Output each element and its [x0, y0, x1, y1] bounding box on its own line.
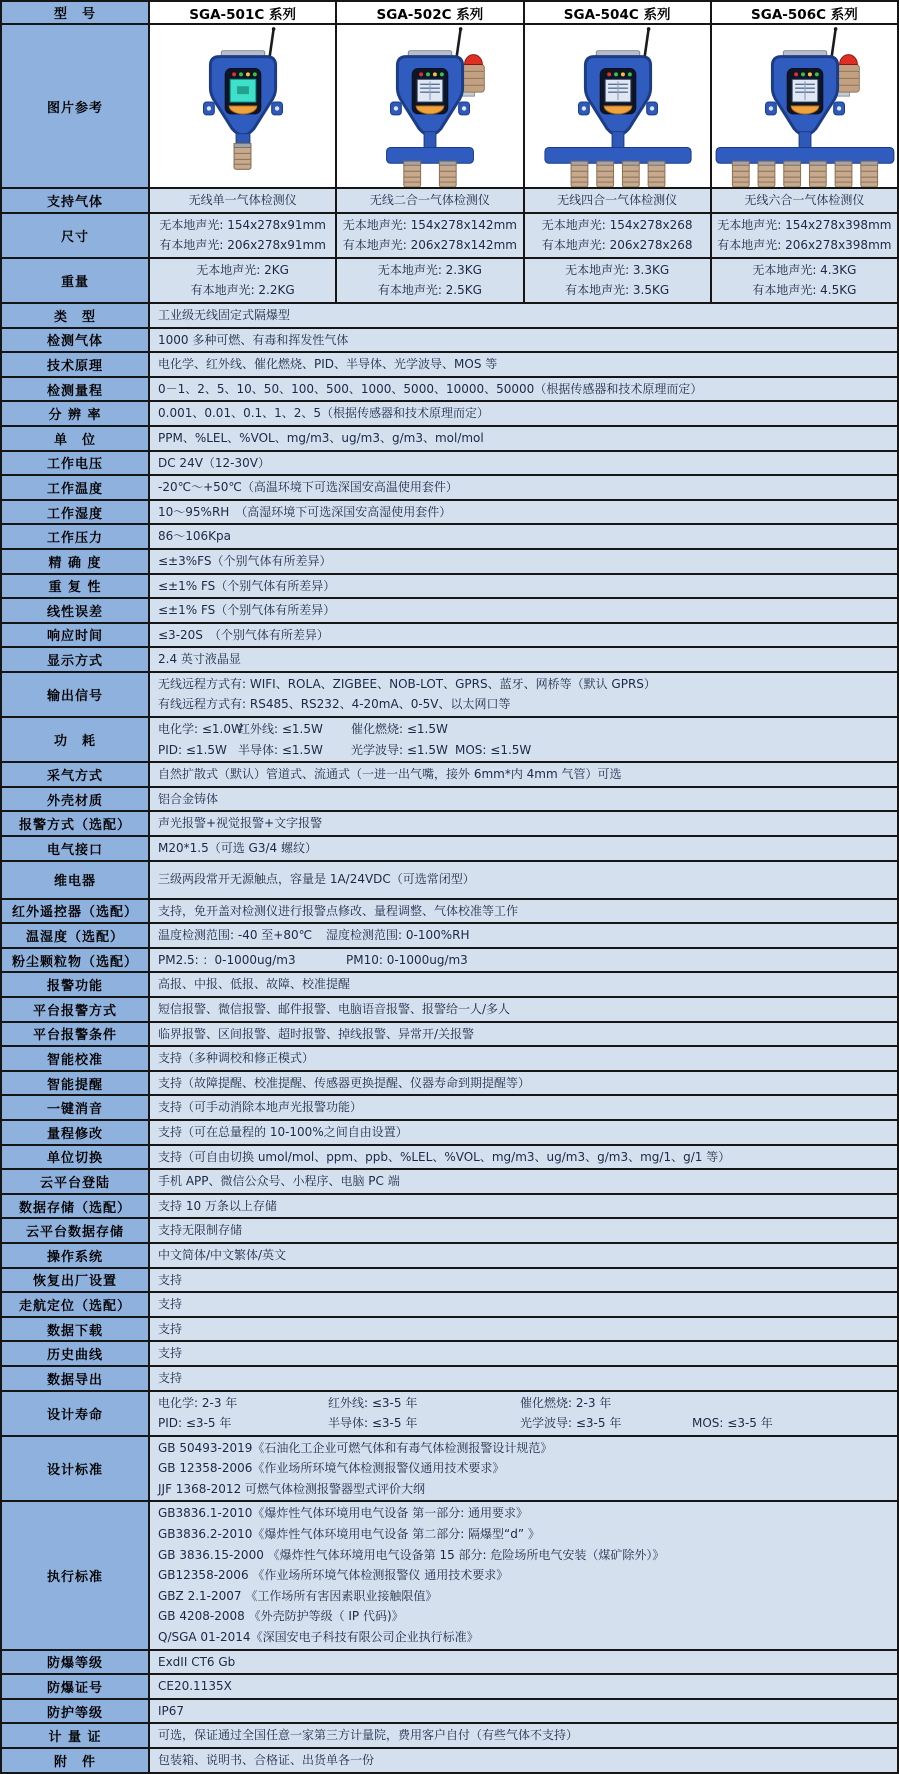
row-label: 维电器 [1, 861, 149, 899]
spec-cell [149, 1095, 898, 1120]
row-label: 数据导出 [1, 1366, 149, 1391]
spec-text-line: M20*1.5（可选 G3/4 螺纹） [158, 841, 317, 856]
spec-cell [336, 188, 523, 213]
spec-cell [149, 1341, 898, 1366]
spec-row [1, 1650, 898, 1675]
spec-text-line: CE20.1135X [158, 1679, 232, 1694]
spec-text-line: 支持（故障提醒、校准提醒、传感器更换提醒、仪器寿命到期提醒等） [158, 1075, 531, 1090]
spec-segment: 半导体: ≤3-5 年 [328, 1416, 418, 1431]
spec-cell [336, 213, 523, 258]
spec-segment: 红外线: ≤1.5W [238, 722, 323, 737]
spec-text-line: 包装箱、说明书、合格证、出货单各一份 [158, 1753, 375, 1767]
spec-cell [149, 1748, 898, 1773]
spec-cell [149, 475, 898, 500]
row-label: 工作电压 [1, 451, 149, 476]
spec-text-line: 无本地声光: 154x278x268 [541, 217, 693, 232]
spec-text-line: -20℃～+50℃（高温环境下可选深国安高温使用套件） [158, 480, 458, 495]
spec-text-line: 自然扩散式（默认）管道式、流通式（一进一出气嘴，接外 6mm*内 4mm 气管）可选 [158, 767, 622, 782]
spec-cell [149, 948, 898, 973]
spec-text-line: 三级两段常开无源触点，容量是 1A/24VDC（可选常闭型） [158, 872, 475, 887]
spec-text-line: 有本地声光: 2.5KG [377, 283, 482, 298]
spec-segment: MOS: ≤3-5 年 [692, 1416, 773, 1431]
spec-text-line: 支持（可在总量程的 10-100%之间自由设置） [158, 1124, 408, 1139]
spec-cell [149, 328, 898, 353]
spec-cell [149, 1169, 898, 1194]
spec-cell [149, 1317, 898, 1342]
spec-segment: MOS: ≤1.5W [455, 742, 532, 757]
model-header-row [1, 1, 898, 24]
spec-cell [524, 188, 711, 213]
spec-row [1, 623, 898, 648]
spec-text-line: 有本地声光: 206x278x91mm [159, 238, 326, 253]
spec-text-line: 无线单一气体检测仪 [188, 193, 297, 207]
spec-cell [149, 426, 898, 451]
spec-row [1, 861, 898, 899]
spec-row [1, 762, 898, 787]
spec-row [1, 1243, 898, 1268]
spec-row [1, 1218, 898, 1243]
spec-row [1, 787, 898, 812]
spec-segment: 温度检测范围: -40 至+80℃ [158, 928, 313, 943]
spec-row [1, 997, 898, 1022]
row-label: 重 复 性 [1, 574, 149, 599]
spec-text-line: 2.4 英寸液晶显 [158, 652, 241, 667]
spec-text-line: 0－1、2、5、10、50、100、500、1000、5000、10000、50000（根据传感器和技术原理而定） [158, 381, 703, 396]
spec-row [1, 1145, 898, 1170]
spec-segment: 光学波导: ≤3-5 年 [520, 1416, 622, 1431]
spec-text-line: 有线远程方式有: RS485、RS232、4-20mA、0-5V、以太网口等 [158, 697, 511, 712]
spec-text-line: 铝合金铸体 [158, 791, 219, 806]
spec-cell [149, 1022, 898, 1047]
spec-text-line: 手机 APP、微信公众号、小程序、电脑 PC 端 [158, 1174, 400, 1189]
spec-row [1, 1501, 898, 1649]
spec-text-line: GB 12358-2006《作业场所环境气体检测报警仪通用技术要求》 [158, 1461, 505, 1476]
spec-row [1, 1022, 898, 1047]
spec-text-line: 无本地声光: 4.3KG [752, 262, 857, 277]
row-label: 智能提醒 [1, 1071, 149, 1096]
spec-row [1, 1071, 898, 1096]
row-label: 历史曲线 [1, 1341, 149, 1366]
spec-row [1, 401, 898, 426]
product-image-cell [711, 24, 898, 188]
spec-text-line: GB 50493-2019《石油化工企业可燃气体和有毒气体检测报警设计规范》 [158, 1440, 553, 1455]
spec-text-line: 有本地声光: 3.5KG [565, 283, 670, 298]
spec-cell [149, 647, 898, 672]
spec-cell [149, 899, 898, 924]
row-label: 一键消音 [1, 1095, 149, 1120]
spec-text-line: 有本地声光: 2.2KG [190, 283, 295, 298]
spec-text-line: JJF 1368-2012 可燃气体检测报警器型式评价大纲 [158, 1481, 426, 1496]
row-label: 类 型 [1, 303, 149, 328]
row-label: 响应时间 [1, 623, 149, 648]
spec-text-line [158, 740, 893, 761]
spec-row [1, 213, 898, 258]
spec-row [1, 451, 898, 476]
product-image-1 [150, 25, 335, 187]
spec-cell [711, 188, 898, 213]
row-label: 平台报警方式 [1, 997, 149, 1022]
spec-cell [149, 303, 898, 328]
spec-text-line: ≤±1% FS（个别气体有所差异） [158, 578, 336, 593]
row-label: 设计标准 [1, 1436, 149, 1502]
spec-text-line [158, 719, 893, 740]
spec-text-line: 支持 [158, 1370, 183, 1385]
spec-segment: 电化学: 2-3 年 [158, 1395, 238, 1410]
spec-text-line: 无线二合一气体检测仪 [369, 193, 490, 207]
spec-cell [149, 258, 336, 303]
spec-cell [149, 997, 898, 1022]
row-label: 单位切换 [1, 1145, 149, 1170]
spec-cell [149, 762, 898, 787]
spec-text-line: 支持 [158, 1321, 183, 1336]
spec-segment: PID: ≤3-5 年 [158, 1416, 232, 1431]
spec-cell [149, 598, 898, 623]
product-image-cell [524, 24, 711, 188]
row-label: 粉尘颗粒物（选配） [1, 948, 149, 973]
spec-row [1, 1046, 898, 1071]
row-label-model: 型 号 [1, 1, 149, 24]
row-label: 尺寸 [1, 213, 149, 258]
spec-row [1, 1748, 898, 1773]
spec-segment: 催化燃烧: ≤1.5W [351, 722, 448, 737]
spec-cell [149, 923, 898, 948]
spec-cell [149, 1194, 898, 1219]
spec-row [1, 524, 898, 549]
row-label: 操作系统 [1, 1243, 149, 1268]
spec-row [1, 1194, 898, 1219]
spec-row [1, 188, 898, 213]
spec-text-line: 支持（可手动消除本地声光报警功能） [158, 1100, 363, 1115]
model-header-cell: SGA-504C 系列 [524, 1, 711, 24]
spec-row [1, 426, 898, 451]
row-label: 报警方式（选配） [1, 811, 149, 836]
row-label: 外壳材质 [1, 787, 149, 812]
spec-text-line: 支持 10 万条以上存储 [158, 1198, 277, 1213]
spec-row [1, 672, 898, 717]
spec-cell [149, 1046, 898, 1071]
spec-cell [149, 1218, 898, 1243]
spec-text-line: 无本地声光: 154x278x398mm [717, 217, 892, 232]
spec-cell [711, 258, 898, 303]
row-label: 报警功能 [1, 972, 149, 997]
spec-text-line: 有本地声光: 206x278x398mm [717, 238, 892, 253]
spec-cell [711, 213, 898, 258]
row-label: 防爆等级 [1, 1650, 149, 1675]
spec-cell [149, 861, 898, 899]
product-image-row [1, 24, 898, 188]
spec-text-line: 声光报警+视觉报警+文字报警 [158, 816, 323, 831]
spec-text-line: GB3836.2-2010《爆炸性气体环境用电气设备 第二部分: 隔爆型“d” 》 [158, 1527, 540, 1542]
spec-text-line [158, 925, 893, 946]
row-label: 红外遥控器（选配） [1, 899, 149, 924]
spec-row [1, 1268, 898, 1293]
spec-text-line: GB 3836.15-2000 《爆炸性气体环境用电气设备第 15 部分: 危险场所电气安装（煤矿除外）》 [158, 1547, 665, 1562]
spec-cell [524, 258, 711, 303]
spec-row [1, 899, 898, 924]
spec-cell [149, 1391, 898, 1436]
product-image-4 [712, 25, 897, 187]
spec-row [1, 717, 898, 762]
row-label: 线性误差 [1, 598, 149, 623]
spec-text-line: 有本地声光: 4.5KG [752, 283, 857, 298]
row-label: 量程修改 [1, 1120, 149, 1145]
spec-text-line: 短信报警、微信报警、邮件报警、电脑语音报警、报警给一人/多人 [158, 1002, 511, 1016]
row-label: 分 辨 率 [1, 401, 149, 426]
spec-row [1, 811, 898, 836]
spec-text-line: 无线四合一气体检测仪 [557, 193, 678, 207]
spec-segment: 半导体: ≤1.5W [238, 742, 323, 757]
spec-cell [149, 574, 898, 599]
spec-segment: 催化燃烧: 2-3 年 [520, 1395, 612, 1410]
spec-text-line: GB 4208-2008 《外壳防护等级（ IP 代码)》 [158, 1609, 404, 1624]
spec-cell [149, 672, 898, 717]
row-label: 工作湿度 [1, 500, 149, 525]
spec-row [1, 352, 898, 377]
spec-text-line: 0.001、0.01、0.1、1、2、5（根据传感器和技术原理而定） [158, 406, 490, 421]
spec-segment: PM10: 0-1000ug/m3 [346, 952, 468, 967]
spec-text-line: 高报、中报、低报、故障、校准提醒 [158, 977, 351, 992]
spec-cell [149, 1436, 898, 1502]
spec-text-line: IP67 [158, 1703, 185, 1718]
spec-text-line: DC 24V（12-30V） [158, 455, 270, 470]
row-label-images: 图片参考 [1, 24, 149, 188]
spec-row [1, 1341, 898, 1366]
model-header-cell: SGA-502C 系列 [336, 1, 523, 24]
spec-cell [149, 1268, 898, 1293]
spec-cell [149, 1366, 898, 1391]
spec-segment: 光学波导: ≤1.5W [351, 742, 448, 757]
spec-text-line [158, 950, 893, 971]
spec-cell [149, 1699, 898, 1724]
spec-cell [149, 623, 898, 648]
spec-cell [149, 524, 898, 549]
spec-text-line: 支持，免开盖对检测仪进行报警点修改、量程调整、气体校准等工作 [158, 903, 519, 918]
spec-text-line: 86～106Kpa [158, 529, 232, 544]
spec-row [1, 948, 898, 973]
spec-row [1, 1169, 898, 1194]
spec-row [1, 574, 898, 599]
row-label: 计 量 证 [1, 1723, 149, 1748]
spec-row [1, 303, 898, 328]
spec-text-line: 有本地声光: 206x278x142mm [342, 238, 517, 253]
row-label: 精 确 度 [1, 549, 149, 574]
spec-row [1, 258, 898, 303]
spec-row [1, 1699, 898, 1724]
spec-cell [149, 1292, 898, 1317]
row-label: 功 耗 [1, 717, 149, 762]
spec-text-line: ExdII CT6 Gb [158, 1654, 236, 1669]
product-image-2 [337, 25, 522, 187]
row-label: 技术原理 [1, 352, 149, 377]
spec-cell [149, 500, 898, 525]
spec-row [1, 972, 898, 997]
spec-text-line: 电化学、红外线、催化燃烧、PID、半导体、光学波导、MOS 等 [158, 357, 498, 372]
row-label: 智能校准 [1, 1046, 149, 1071]
spec-text-line: GB12358-2006 《作业场所环境气体检测报警仪 通用技术要求》 [158, 1568, 509, 1583]
spec-row [1, 836, 898, 861]
row-label: 温湿度（选配） [1, 923, 149, 948]
row-label: 恢复出厂设置 [1, 1268, 149, 1293]
spec-cell [149, 1650, 898, 1675]
row-label: 工作压力 [1, 524, 149, 549]
spec-text-line: 可选，保证通过全国任意一家第三方计量院，费用客户自付（有些气体不支持） [158, 1728, 579, 1743]
row-label: 数据下载 [1, 1317, 149, 1342]
spec-text-line: ≤3-20S （个别气体有所差异） [158, 627, 329, 642]
spec-text-line: 无线六合一气体检测仪 [744, 193, 865, 207]
row-label: 检测量程 [1, 377, 149, 402]
spec-text-line: 支持（多种调校和修正模式） [158, 1051, 315, 1066]
spec-text-line: 无本地声光: 2.3KG [377, 262, 482, 277]
spec-row [1, 1436, 898, 1502]
spec-text-line: 无本地声光: 154x278x91mm [159, 217, 326, 232]
row-label: 输出信号 [1, 672, 149, 717]
spec-text-line [158, 1393, 893, 1414]
spec-row [1, 1095, 898, 1120]
spec-text-line: Q/SGA 01-2014《深国安电子科技有限公司企业执行标准》 [158, 1630, 479, 1645]
row-label: 走航定位（选配） [1, 1292, 149, 1317]
spec-cell [149, 549, 898, 574]
row-label: 支持气体 [1, 188, 149, 213]
spec-cell [149, 1145, 898, 1170]
spec-text-line: 有本地声光: 206x278x268 [541, 238, 693, 253]
spec-segment: PID: ≤1.5W [158, 742, 227, 757]
spec-row [1, 1366, 898, 1391]
spec-row [1, 598, 898, 623]
row-label: 检测气体 [1, 328, 149, 353]
spec-text-line: 无本地声光: 3.3KG [565, 262, 670, 277]
spec-row [1, 1317, 898, 1342]
spec-cell [149, 401, 898, 426]
spec-row [1, 328, 898, 353]
row-label: 防爆证号 [1, 1674, 149, 1699]
spec-text-line: ≤±1% FS（个别气体有所差异） [158, 603, 336, 618]
spec-cell [149, 836, 898, 861]
spec-cell [149, 1071, 898, 1096]
spec-segment: PM2.5: ：0-1000ug/m3 [158, 952, 296, 967]
spec-row [1, 923, 898, 948]
spec-text-line: 无本地声光: 2KG [196, 262, 289, 277]
spec-text-line: PPM、%LEL、%VOL、mg/m3、ug/m3、g/m3、mol/mol [158, 430, 484, 445]
row-label: 云平台登陆 [1, 1169, 149, 1194]
spec-row [1, 1120, 898, 1145]
row-label: 执行标准 [1, 1501, 149, 1649]
spec-segment: 电化学: ≤1.0W [158, 722, 243, 737]
spec-cell [336, 258, 523, 303]
row-label: 显示方式 [1, 647, 149, 672]
spec-cell [149, 1674, 898, 1699]
spec-text-line: 中文简体/中文繁体/英文 [158, 1247, 287, 1262]
spec-cell [524, 213, 711, 258]
spec-text-line: 支持 [158, 1297, 183, 1312]
spec-cell [149, 972, 898, 997]
row-label: 重量 [1, 258, 149, 303]
spec-cell [149, 717, 898, 762]
spec-cell [149, 213, 336, 258]
spec-cell [149, 787, 898, 812]
spec-row [1, 1674, 898, 1699]
spec-cell [149, 377, 898, 402]
spec-text-line [158, 1413, 893, 1434]
spec-cell [149, 451, 898, 476]
spec-text-line: 无本地声光: 154x278x142mm [342, 217, 517, 232]
spec-text-line: ≤±3%FS（个别气体有所差异） [158, 553, 332, 568]
spec-cell [149, 811, 898, 836]
row-label: 云平台数据存储 [1, 1218, 149, 1243]
spec-row [1, 647, 898, 672]
spec-text-line: 1000 多种可燃、有毒和挥发性气体 [158, 332, 349, 347]
model-header-cell: SGA-506C 系列 [711, 1, 898, 24]
row-label: 平台报警条件 [1, 1022, 149, 1047]
product-image-cell [149, 24, 336, 188]
spec-text-line: 无线远程方式有: WIFI、ROLA、ZIGBEE、NOB-LOT、GPRS、蓝牙、网桥等（默认 GPRS） [158, 676, 656, 691]
spec-cell [149, 1723, 898, 1748]
row-label: 采气方式 [1, 762, 149, 787]
spec-cell [149, 1120, 898, 1145]
spec-text-line: 临界报警、区间报警、超时报警、掉线报警、异常开/关报警 [158, 1026, 475, 1041]
model-header-cell: SGA-501C 系列 [149, 1, 336, 24]
row-label: 数据存储（选配） [1, 1194, 149, 1219]
spec-cell [149, 188, 336, 213]
spec-cell [149, 352, 898, 377]
product-image-3 [525, 25, 710, 187]
product-image-cell [336, 24, 523, 188]
spec-text-line: GBZ 2.1-2007 《工作场所有害因素职业接触限值》 [158, 1588, 438, 1603]
spec-text-line: GB3836.1-2010《爆炸性气体环境用电气设备 第一部分: 通用要求》 [158, 1506, 529, 1521]
spec-cell [149, 1501, 898, 1649]
spec-text-line: 支持 [158, 1272, 183, 1287]
row-label: 电气接口 [1, 836, 149, 861]
row-label: 防护等级 [1, 1699, 149, 1724]
spec-text-line: 支持 [158, 1346, 183, 1361]
spec-row [1, 1391, 898, 1436]
spec-row [1, 500, 898, 525]
row-label: 单 位 [1, 426, 149, 451]
spec-row [1, 377, 898, 402]
spec-row [1, 1292, 898, 1317]
row-label: 设计寿命 [1, 1391, 149, 1436]
spec-segment: 红外线: ≤3-5 年 [328, 1395, 418, 1410]
spec-row [1, 1723, 898, 1748]
spec-text-line: 10～95%RH （高湿环境下可选深国安高湿使用套件） [158, 504, 452, 519]
spec-row [1, 549, 898, 574]
spec-cell [149, 1243, 898, 1268]
row-label: 附 件 [1, 1748, 149, 1773]
spec-text-line: 支持（可自由切换 umol/mol、ppm、ppb、%LEL、%VOL、mg/m3、ug/m3、g/m3、mg/1、g/1 等） [158, 1149, 731, 1164]
spec-text-line: 支持无限制存储 [158, 1223, 243, 1238]
spec-text-line: 工业级无线固定式隔爆型 [158, 307, 291, 322]
spec-row [1, 475, 898, 500]
row-label: 工作温度 [1, 475, 149, 500]
spec-segment: 湿度检测范围: 0-100%RH [326, 928, 470, 943]
